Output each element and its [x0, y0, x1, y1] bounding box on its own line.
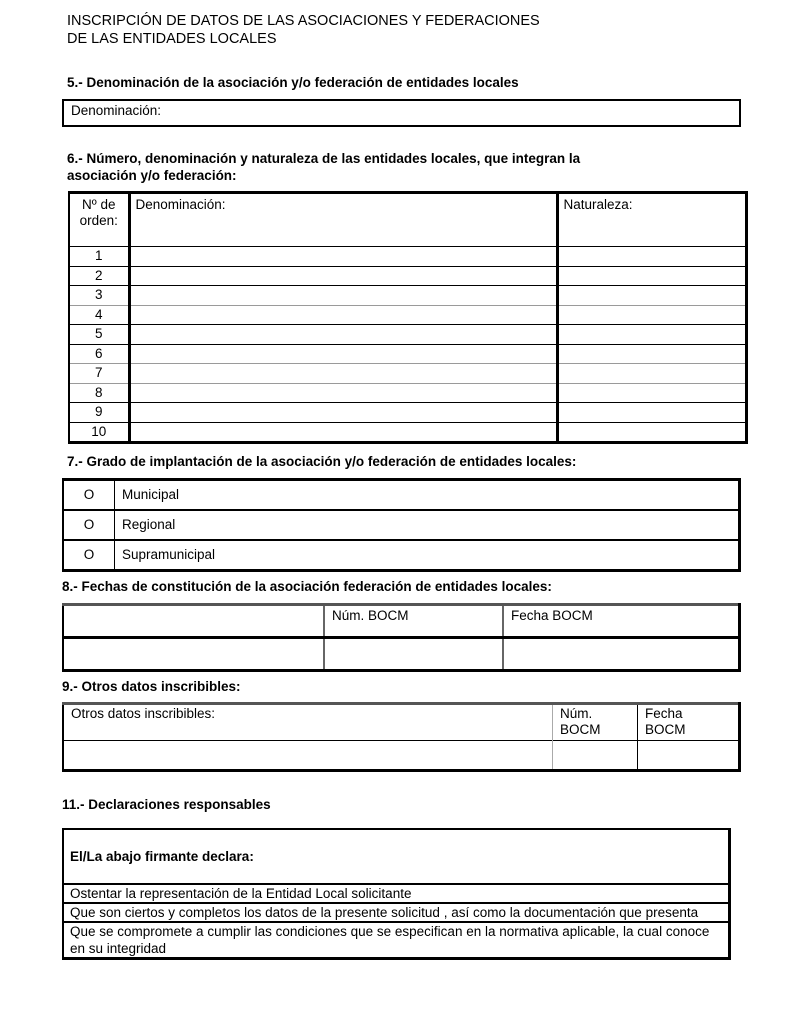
num-bocm-cell[interactable] — [324, 638, 503, 671]
header-text: Nº de — [82, 197, 116, 212]
option-label: Regional — [115, 510, 740, 540]
table-header-row — [69, 193, 747, 247]
title-line-1: INSCRIPCIÓN DE DATOS DE LAS ASOCIACIONES Y FEDERACIONES — [67, 13, 540, 29]
table-row — [69, 364, 747, 384]
otros-datos-cell[interactable] — [63, 741, 553, 771]
declaration-text: Que son ciertos y completos los datos de la presente solicitud , así como la documentación que presenta — [63, 903, 730, 922]
section-5-heading: 5.- Denominación de la asociación y/o federación de entidades locales — [67, 75, 519, 90]
naturaleza-cell[interactable] — [557, 364, 747, 384]
row-number: 1 — [69, 247, 129, 267]
option-label: Municipal — [115, 480, 740, 511]
header-text: BOCM — [560, 722, 601, 737]
option-row-supramunicipal[interactable] — [63, 540, 740, 571]
row-number: 10 — [69, 422, 129, 443]
table-header-row — [63, 829, 730, 884]
declaraciones-header: El/La abajo firmante declara: — [70, 849, 254, 864]
table-row — [63, 741, 740, 771]
entidades-table — [68, 191, 748, 444]
naturaleza-cell[interactable] — [557, 286, 747, 306]
row-number: 8 — [69, 383, 129, 403]
denominacion-label: Denominación: — [71, 103, 162, 118]
row-number: 6 — [69, 344, 129, 364]
table-row — [63, 638, 740, 671]
denominacion-field[interactable] — [63, 100, 740, 126]
section-6-heading-line-2: asociación y/o federación: — [67, 168, 237, 183]
denominacion-cell[interactable] — [129, 247, 557, 267]
row-number: 7 — [69, 364, 129, 384]
naturaleza-cell[interactable] — [557, 305, 747, 325]
denominacion-cell[interactable] — [129, 305, 557, 325]
radio-circle-icon[interactable]: O — [83, 487, 95, 502]
table-row — [69, 247, 747, 267]
section-7-heading: 7.- Grado de implantación de la asociación y/o federación de entidades locales: — [67, 454, 577, 469]
fechas-constitucion-table — [62, 603, 741, 672]
denominacion-cell[interactable] — [129, 364, 557, 384]
table-row — [69, 286, 747, 306]
column-header-naturaleza: Naturaleza: — [557, 193, 747, 247]
table-row — [69, 305, 747, 325]
fecha-bocm-cell[interactable] — [503, 638, 740, 671]
naturaleza-cell[interactable] — [557, 422, 747, 443]
naturaleza-cell[interactable] — [557, 344, 747, 364]
title-line-2: DE LAS ENTIDADES LOCALES — [67, 31, 277, 47]
column-header-blank — [63, 605, 324, 638]
table-row — [69, 383, 747, 403]
document-title — [67, 12, 540, 48]
denominacion-cell[interactable] — [129, 286, 557, 306]
section-9-heading: 9.- Otros datos inscribibles: — [62, 679, 241, 694]
denominacion-table — [62, 99, 741, 127]
naturaleza-cell[interactable] — [557, 383, 747, 403]
column-header-fecha-bocm — [638, 704, 740, 741]
header-text: Fecha — [645, 706, 683, 721]
section-11-heading: 11.- Declaraciones responsables — [62, 797, 271, 812]
implantacion-table — [62, 478, 741, 572]
naturaleza-cell[interactable] — [557, 403, 747, 423]
column-header-denominacion: Denominación: — [129, 193, 557, 247]
table-header-row — [63, 704, 740, 741]
radio-circle-icon[interactable]: O — [63, 510, 115, 540]
column-header-fecha-bocm: Fecha BOCM — [503, 605, 740, 638]
column-header-otros-datos: Otros datos inscribibles: — [71, 706, 216, 721]
row-number: 2 — [69, 266, 129, 286]
option-row-regional[interactable] — [63, 510, 740, 540]
fecha-bocm-cell[interactable] — [638, 741, 740, 771]
declaration-row — [63, 903, 730, 922]
column-header-num-bocm — [553, 704, 638, 741]
denominacion-cell[interactable] — [129, 325, 557, 345]
table-row — [69, 344, 747, 364]
row-number: 4 — [69, 305, 129, 325]
table-row — [69, 266, 747, 286]
option-row-municipal[interactable] — [63, 480, 740, 511]
declaration-text: Ostentar la representación de la Entidad Local solicitante — [63, 884, 730, 903]
row-number: 5 — [69, 325, 129, 345]
option-label: Supramunicipal — [115, 540, 740, 571]
header-text: orden: — [79, 213, 118, 228]
declaration-row — [63, 922, 730, 959]
denominacion-cell[interactable] — [129, 422, 557, 443]
denominacion-cell[interactable] — [129, 344, 557, 364]
declaration-row — [63, 884, 730, 903]
section-6-heading-line-1: 6.- Número, denominación y naturaleza de las entidades locales, que integran la — [67, 151, 581, 166]
declaraciones-table — [62, 828, 731, 960]
table-row — [69, 422, 747, 443]
column-header-numero — [69, 193, 129, 247]
table-row — [69, 325, 747, 345]
denominacion-cell[interactable] — [129, 403, 557, 423]
fecha-constitucion-cell[interactable] — [63, 638, 324, 671]
table-header-row — [63, 605, 740, 638]
section-8-heading: 8.- Fechas de constitución de la asociación federación de entidades locales: — [62, 579, 552, 594]
table-row — [69, 403, 747, 423]
denominacion-cell[interactable] — [129, 383, 557, 403]
num-bocm-cell[interactable] — [553, 741, 638, 771]
denominacion-cell[interactable] — [129, 266, 557, 286]
otros-datos-table — [62, 702, 741, 772]
row-number: 3 — [69, 286, 129, 306]
header-text: Núm. — [560, 706, 593, 721]
column-header-num-bocm: Núm. BOCM — [324, 605, 503, 638]
naturaleza-cell[interactable] — [557, 266, 747, 286]
naturaleza-cell[interactable] — [557, 247, 747, 267]
header-text: BOCM — [645, 722, 686, 737]
radio-circle-icon[interactable]: O — [63, 540, 115, 571]
declaration-text: Que se compromete a cumplir las condiciones que se especifican en la normativa aplicable, la cual conoce en su integridad — [63, 922, 730, 959]
section-6-heading — [67, 150, 580, 184]
naturaleza-cell[interactable] — [557, 325, 747, 345]
row-number: 9 — [69, 403, 129, 423]
